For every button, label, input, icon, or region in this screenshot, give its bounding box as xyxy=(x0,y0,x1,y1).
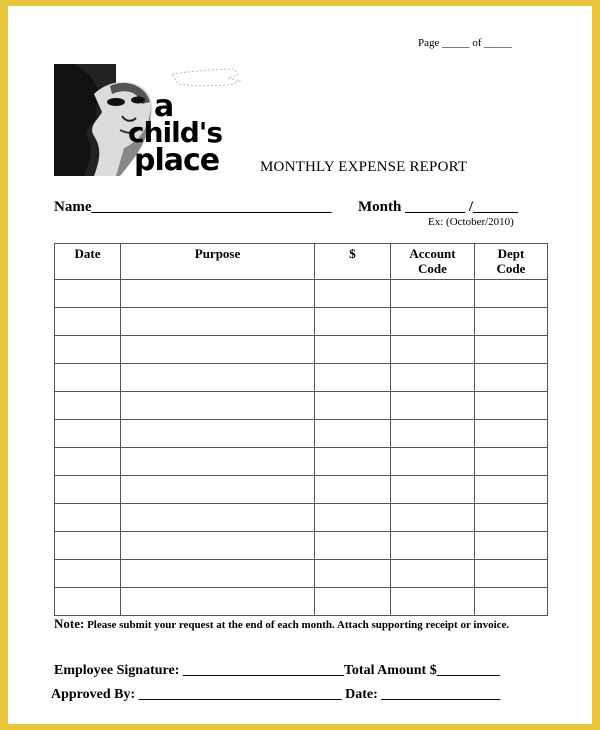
cell-purpose[interactable] xyxy=(121,392,315,420)
expense-table xyxy=(54,243,548,616)
table-row xyxy=(55,588,548,616)
cell-dept-code[interactable] xyxy=(475,336,548,364)
logo-word-childs: child's xyxy=(128,116,223,149)
cell-purpose[interactable] xyxy=(121,280,315,308)
cell-amount[interactable] xyxy=(315,560,391,588)
cell-amount[interactable] xyxy=(315,532,391,560)
cell-date[interactable] xyxy=(55,392,121,420)
cell-account-code[interactable] xyxy=(391,504,475,532)
cell-amount[interactable] xyxy=(315,364,391,392)
cell-date[interactable] xyxy=(55,336,121,364)
approval-date-line[interactable]: Approved By: _____________________________ Date: _________________ xyxy=(51,687,501,702)
cell-amount[interactable] xyxy=(315,308,391,336)
cell-account-code[interactable] xyxy=(391,448,475,476)
column-header-account-code: Account Code xyxy=(391,244,475,280)
cell-date[interactable] xyxy=(55,308,121,336)
table-row xyxy=(55,448,548,476)
table-row xyxy=(55,280,548,308)
cell-account-code[interactable] xyxy=(391,420,475,448)
cell-account-code[interactable] xyxy=(391,280,475,308)
cell-date[interactable] xyxy=(55,476,121,504)
cell-purpose[interactable] xyxy=(121,476,315,504)
table-row xyxy=(55,308,548,336)
cell-purpose[interactable] xyxy=(121,504,315,532)
note-text: Please submit your request at the end of each month. Attach supporting receipt or invoice. xyxy=(84,619,510,631)
cell-amount[interactable] xyxy=(315,336,391,364)
table-row xyxy=(55,532,548,560)
cell-purpose[interactable] xyxy=(121,448,315,476)
signature-total-line[interactable]: Employee Signature: _______________________Total Amount $_________ xyxy=(54,663,500,678)
cell-date[interactable] xyxy=(55,504,121,532)
cell-purpose[interactable] xyxy=(121,532,315,560)
cell-date[interactable] xyxy=(55,588,121,616)
cell-account-code[interactable] xyxy=(391,336,475,364)
column-header-purpose: Purpose xyxy=(121,244,315,280)
cell-date[interactable] xyxy=(55,560,121,588)
childs-place-logo xyxy=(54,64,240,176)
column-header-date: Date xyxy=(55,244,121,280)
cell-date[interactable] xyxy=(55,532,121,560)
table-row xyxy=(55,364,548,392)
cell-amount[interactable] xyxy=(315,280,391,308)
cell-dept-code[interactable] xyxy=(475,308,548,336)
cell-dept-code[interactable] xyxy=(475,364,548,392)
cell-date[interactable] xyxy=(55,364,121,392)
cell-dept-code[interactable] xyxy=(475,392,548,420)
cell-date[interactable] xyxy=(55,448,121,476)
month-example-hint: Ex: (October/2010) xyxy=(428,216,514,228)
cell-amount[interactable] xyxy=(315,420,391,448)
table-row xyxy=(55,420,548,448)
table-row xyxy=(55,476,548,504)
submission-note xyxy=(54,617,544,632)
cell-account-code[interactable] xyxy=(391,588,475,616)
report-title: MONTHLY EXPENSE REPORT xyxy=(260,159,468,175)
cell-amount[interactable] xyxy=(315,588,391,616)
cell-purpose[interactable] xyxy=(121,420,315,448)
cell-purpose[interactable] xyxy=(121,336,315,364)
cell-dept-code[interactable] xyxy=(475,560,548,588)
cell-account-code[interactable] xyxy=(391,308,475,336)
cell-account-code[interactable] xyxy=(391,392,475,420)
cell-amount[interactable] xyxy=(315,392,391,420)
cell-purpose[interactable] xyxy=(121,588,315,616)
cell-purpose[interactable] xyxy=(121,364,315,392)
cell-dept-code[interactable] xyxy=(475,476,548,504)
cell-dept-code[interactable] xyxy=(475,504,548,532)
cell-date[interactable] xyxy=(55,420,121,448)
column-header-amount: $ xyxy=(315,244,391,280)
cell-amount[interactable] xyxy=(315,504,391,532)
table-header-row xyxy=(55,244,548,280)
logo-word-place: place xyxy=(134,143,220,176)
month-field[interactable]: Month ________ /______ xyxy=(358,199,519,215)
cell-purpose[interactable] xyxy=(121,308,315,336)
logo-word-a: a xyxy=(154,89,175,124)
cell-date[interactable] xyxy=(55,280,121,308)
name-field[interactable]: Name________________________________ xyxy=(54,199,332,215)
cell-amount[interactable] xyxy=(315,448,391,476)
note-label: Note: xyxy=(54,616,85,631)
table-row xyxy=(55,504,548,532)
cell-dept-code[interactable] xyxy=(475,420,548,448)
page-number-field: Page _____ of _____ xyxy=(418,37,512,49)
cell-dept-code[interactable] xyxy=(475,588,548,616)
cell-account-code[interactable] xyxy=(391,532,475,560)
cell-account-code[interactable] xyxy=(391,364,475,392)
cell-amount[interactable] xyxy=(315,476,391,504)
table-row xyxy=(55,336,548,364)
cell-dept-code[interactable] xyxy=(475,532,548,560)
cell-purpose[interactable] xyxy=(121,560,315,588)
cell-dept-code[interactable] xyxy=(475,280,548,308)
cell-account-code[interactable] xyxy=(391,476,475,504)
table-row xyxy=(55,392,548,420)
cell-account-code[interactable] xyxy=(391,560,475,588)
cell-dept-code[interactable] xyxy=(475,448,548,476)
column-header-dept-code: Dept Code xyxy=(475,244,548,280)
table-row xyxy=(55,560,548,588)
